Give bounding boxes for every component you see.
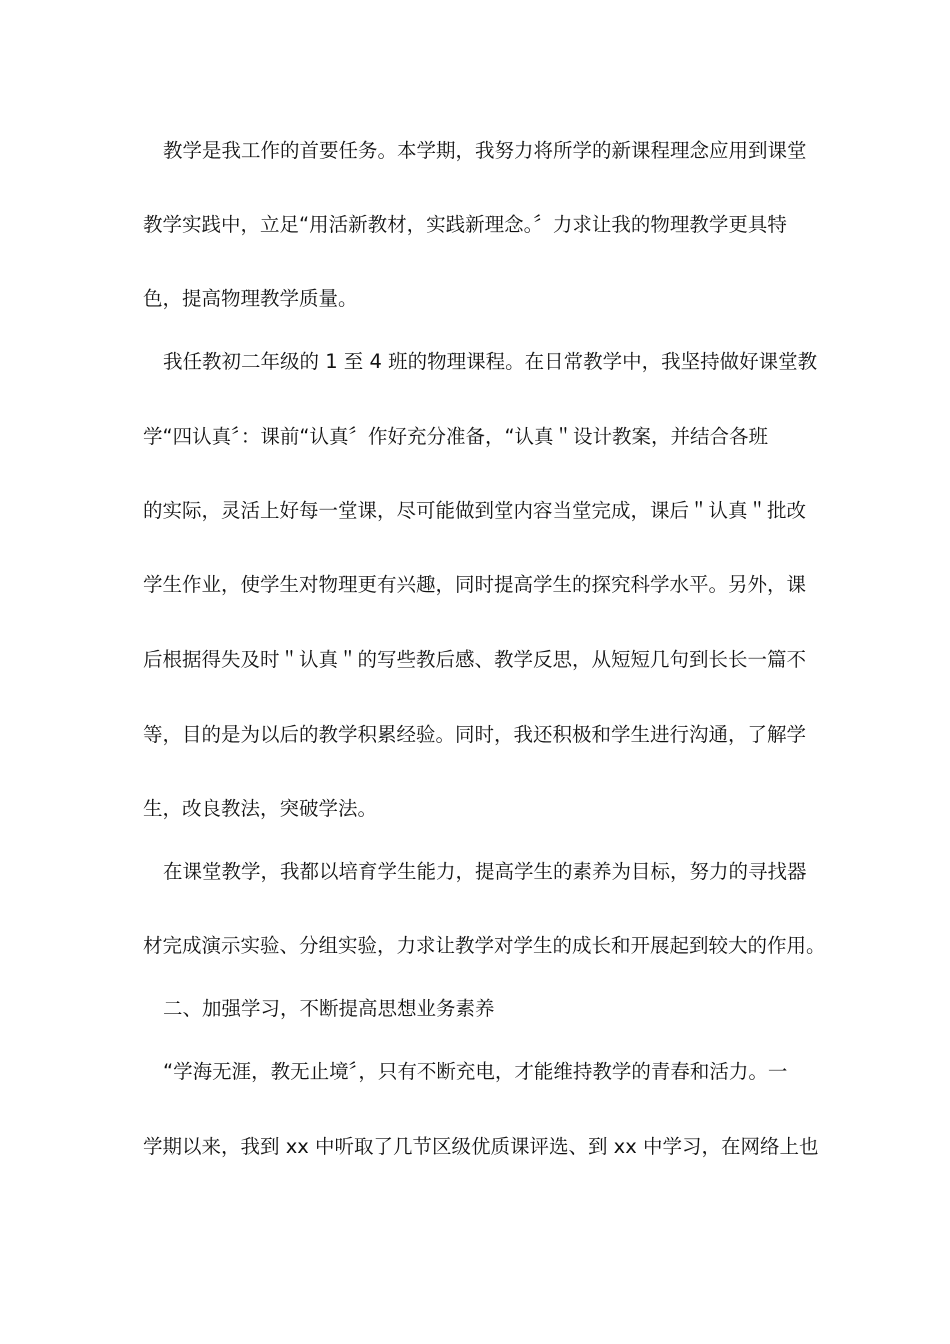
text-line: 学“四认真〞：课前“认真〞作好充分准备，“认真＂设计教案，并结合各班 bbox=[143, 425, 769, 448]
text-line: 学期以来，我到 xx 中听取了几节区级优质课评选、到 xx 中学习，在网络上也 bbox=[143, 1135, 819, 1158]
text-line: 学生作业，使学生对物理更有兴趣，同时提高学生的探究科学水平。另外，课 bbox=[143, 573, 807, 596]
text-line: 教学是我工作的首要任务。本学期，我努力将所学的新课程理念应用到课堂 bbox=[163, 139, 807, 162]
text-line: 材完成演示实验、分组实验，力求让教学对学生的成长和开展起到较大的作用。 bbox=[143, 934, 826, 957]
text-line: 我任教初二年级的 1 至 4 班的物理课程。在日常教学中，我坚持做好课堂教 bbox=[163, 350, 818, 373]
text-line: “学海无涯，教无止境〞，只有不断充电，才能维持教学的青春和活力。一 bbox=[163, 1060, 788, 1083]
text-line: 色，提高物理教学质量。 bbox=[143, 287, 358, 310]
section-heading: 二、加强学习，不断提高思想业务素养 bbox=[163, 997, 495, 1020]
text-line: 教学实践中，立足“用活新教材，实践新理念。〞力求让我的物理教学更具特 bbox=[143, 213, 787, 236]
text-line: 在课堂教学，我都以培育学生能力，提高学生的素养为目标，努力的寻找器 bbox=[163, 860, 807, 883]
text-line: 等，目的是为以后的教学积累经验。同时，我还积极和学生进行沟通，了解学 bbox=[143, 723, 807, 746]
text-line: 后根据得失及时＂认真＂的写些教后感、教学反思，从短短几句到长长一篇不 bbox=[143, 648, 807, 671]
text-line: 的实际，灵活上好每一堂课，尽可能做到堂内容当堂完成，课后＂认真＂批改 bbox=[143, 499, 807, 522]
text-line: 生，改良教法，突破学法。 bbox=[143, 797, 378, 820]
